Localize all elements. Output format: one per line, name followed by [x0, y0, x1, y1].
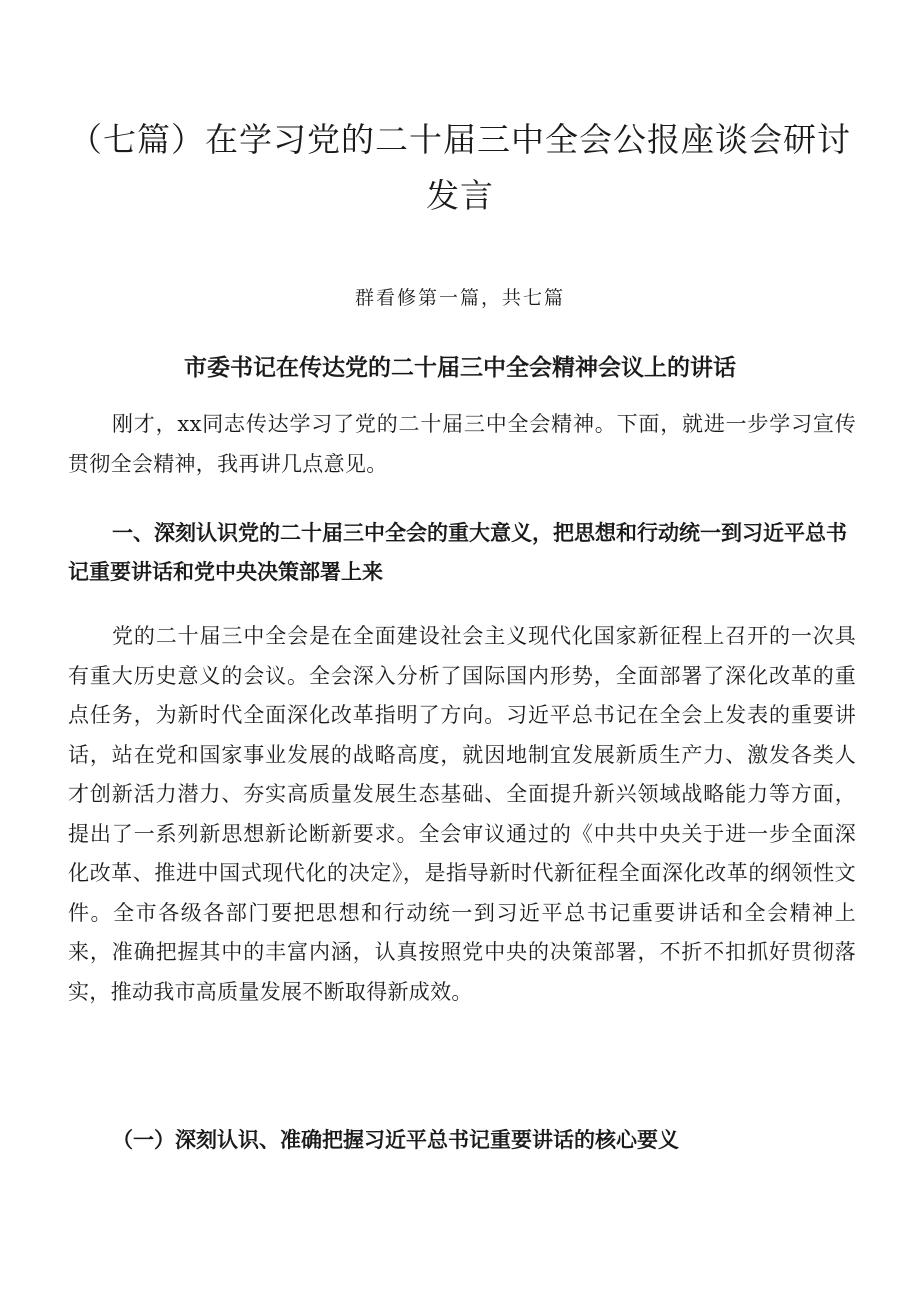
intro-paragraph: 刚才，xx同志传达学习了党的二十届三中全会精神。下面，就进一步学习宣传贯彻全会精神，我再讲几点意见。: [68, 412, 856, 476]
section-1-paragraph: 党的二十届三中全会是在全面建设社会主义现代化国家新征程上召开的一次具有重大历史意义的会议。全会深入分析了国际国内形势，全面部署了深化改革的重点任务，为新时代全面深化改革指明了方向。习近平总书记在全会上发表的重要讲话，站在党和国家事业发展的战略高度，就因地制宜发展新质生产力、激发各类人才创新活力潜力、夯实高质量发展生态基础、全面提升新兴领域战略能力等方面，提出了一系列新思想新论断新要求。全会审议通过的《中共中央关于进一步全面深化改革、推进中国式现代化的决定》，是指导新时代新征程全面深化改革的纲领性文件。全市各级各部门要把思想和行动统一到习近平总书记重要讲话和全会精神上来，准确把握其中的丰富内涵，认真按照党中央的决策部署，不折不扣抓好贯彻落实，推动我市高质量发展不断取得新成效。: [68, 624, 856, 1004]
series-note: 群看修第一篇，共七篇: [354, 287, 565, 309]
subsection-1-heading: （一）深刻认识、准确把握习近平总书记重要讲话的核心要义: [112, 1127, 679, 1152]
document-title: （七篇）在学习党的二十届三中全会公报座谈会研讨发言: [69, 120, 851, 215]
section-1-heading: 一、深刻认识党的二十届三中全会的重大意义，把思想和行动统一到习近平总书记重要讲话和党中央决策部署上来: [68, 521, 847, 584]
speech-title: 市委书记在传达党的二十届三中全会精神会议上的讲话: [184, 355, 736, 381]
